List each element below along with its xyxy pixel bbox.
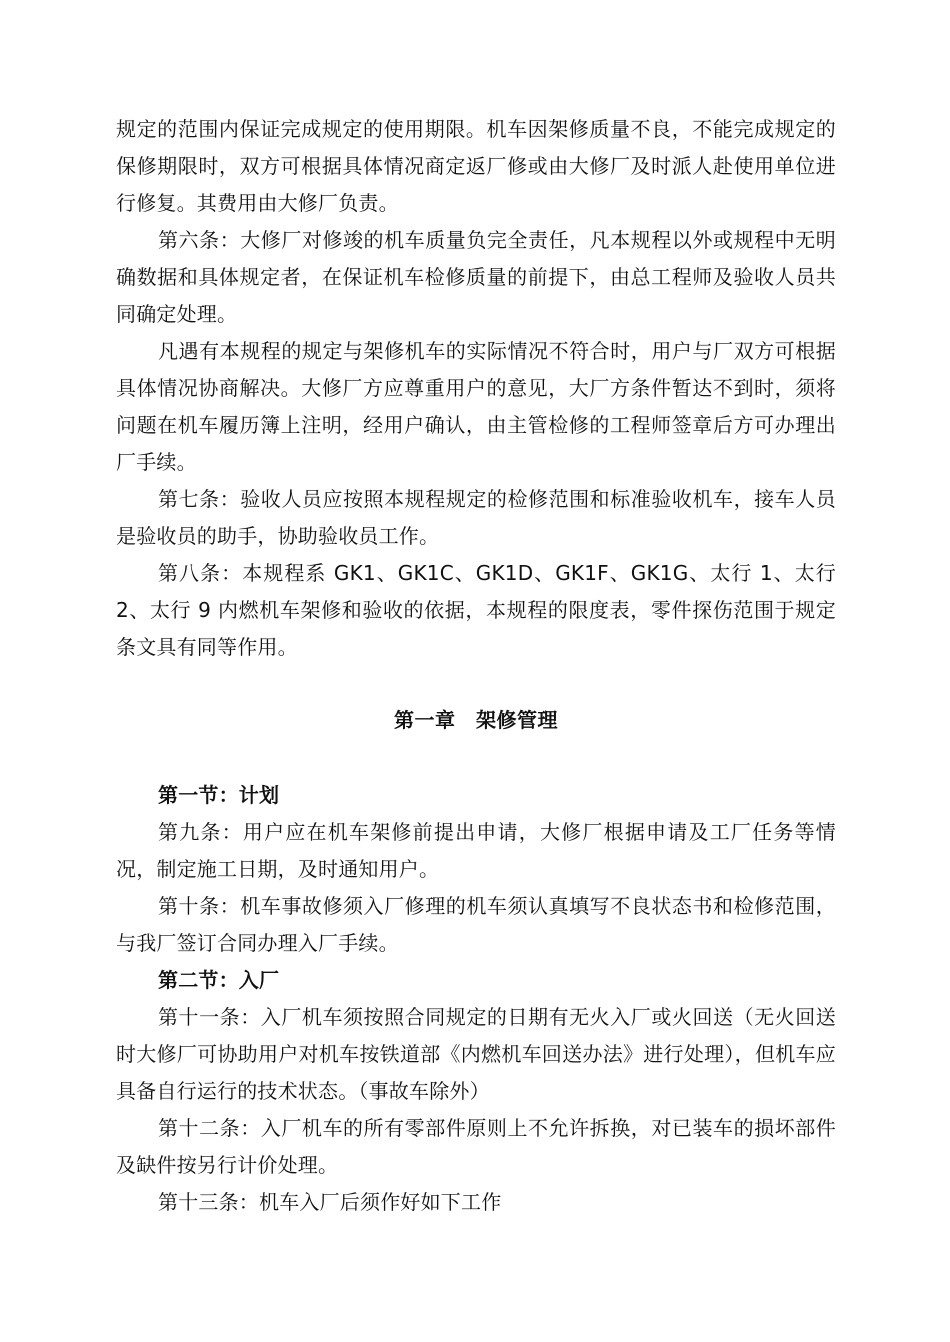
document-body	[116, 111, 836, 1221]
paragraph-article-6-note: 凡遇有本规程的规定与架修机车的实际情况不符合时，用户与厂双方可根据具体情况协商解决。大修厂方应尊重用户的意见，大厂方条件暂达不到时，须将问题在机车履历簿上注明，经用户确认，由主管检修的工程师签章后方可办理出厂手续。	[116, 339, 836, 474]
paragraph-article-8: 第八条：本规程系 GK1、GK1C、GK1D、GK1F、GK1G、太行 1、太行 2、太行 9 内燃机车架修和验收的依据，本规程的限度表，零件探伤范围于规定条文具有同等作用。	[116, 561, 836, 659]
chapter-heading: 第一章 架修管理	[394, 708, 558, 732]
paragraph-article-6: 第六条：大修厂对修竣的机车质量负完全责任，凡本规程以外或规程中无明确数据和具体规定者，在保证机车检修质量的前提下，由总工程师及验收人员共同确定处理。	[116, 228, 836, 326]
paragraph-article-7: 第七条：验收人员应按照本规程规定的检修范围和标准验收机车，接车人员是验收员的助手，协助验收员工作。	[116, 487, 836, 548]
paragraph-article-9: 第九条：用户应在机车架修前提出申请，大修厂根据申请及工厂任务等情况，制定施工日期，及时通知用户。	[116, 820, 836, 881]
section-heading-entry: 第二节：入厂	[158, 968, 280, 992]
section-heading-plan: 第一节：计划	[158, 783, 280, 807]
paragraph-article-10: 第十条：机车事故修须入厂修理的机车须认真填写不良状态书和检修范围，与我厂签订合同办理入厂手续。	[116, 894, 836, 955]
paragraph-continuation: 规定的范围内保证完成规定的使用期限。机车因架修质量不良，不能完成规定的保修期限时，双方可根据具体情况商定返厂修或由大修厂及时派人赴使用单位进行修复。其费用由大修厂负责。	[116, 117, 836, 215]
paragraph-article-13: 第十三条：机车入厂后须作好如下工作	[158, 1190, 502, 1214]
paragraph-article-11: 第十一条：入厂机车须按照合同规定的日期有无火入厂或火回送（无火回送时大修厂可协助用户对机车按铁道部《内燃机车回送办法》进行处理），但机车应具备自行运行的技术状态。（事故车除外）	[116, 1005, 836, 1103]
paragraph-article-12: 第十二条：入厂机车的所有零部件原则上不允许拆换，对已装车的损坏部件及缺件按另行计价处理。	[116, 1116, 836, 1177]
